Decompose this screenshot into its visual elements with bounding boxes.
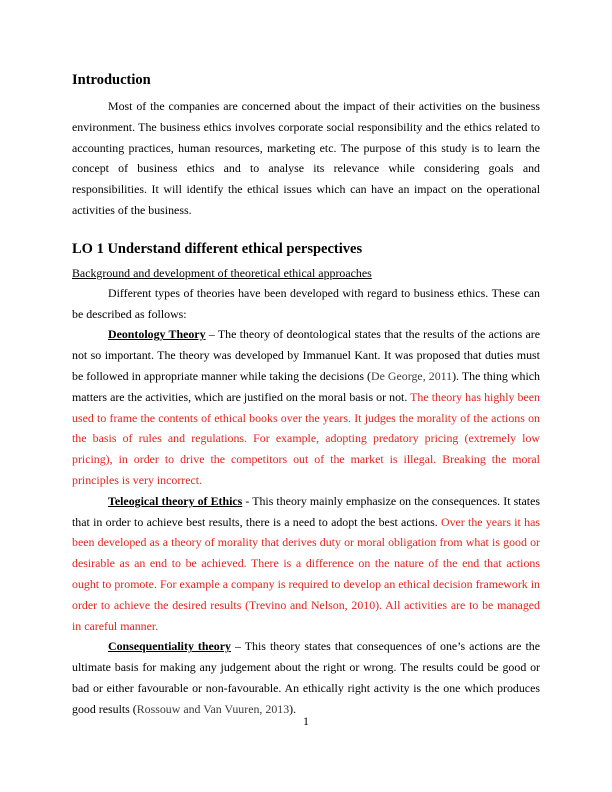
consequentiality-text-2: ). [289, 701, 297, 716]
teleological-highlighted-text: Over the years it has been developed as a theory of morality that derives duty or moral obligation from what is good or desirable as an end to be achieved. There is a difference on the nature of the end that actions ought to promote. For example a company is required to develop an ethical decision framework in order to achieve the desired results (Trevino and Nelson, 2010). All activities are to be managed in careful manner. [72, 514, 540, 633]
intro-paragraph: Most of the companies are concerned about the impact of their activities on the business environment. The business ethics involves corporate social responsibility and the ethics related to accounting practices, human resources, marketing etc. The purpose of this study is to learn the concept of business ethics and to analyse its relevance while considering goals and responsibilities. It will identify the ethical issues which can have an impact on the operational activities of the business. [72, 99, 540, 217]
lo1-subheading: Background and development of theoretical ethical approaches [72, 265, 372, 280]
intro-heading: Introduction [72, 72, 151, 88]
deontology-text-1: – The theory of deontological states that the results of the actions are not so important. The theory was developed by Immanuel Kant. It was proposed that duties must be followed in appropriate manner while taking the decisions ( [72, 327, 541, 383]
consequentiality-text-1: – This theory states that consequences of one’s actions are the ultimate basis for making any judgement about the right or wrong. The results could be good or bad or either favourable or non-favourable. An ethically right activity is the one which produces good results ( [72, 639, 540, 716]
teleological-term: Teleogical theory of Ethics [108, 493, 243, 508]
lo1-heading: LO 1 Understand different ethical perspectives [72, 240, 363, 257]
teleological-paragraph [72, 491, 540, 637]
deontology-citation: De George, 2011 [371, 368, 453, 383]
deontology-paragraph [72, 324, 540, 490]
consequentiality-citation: Rossouw and Van Vuuren, 2013 [136, 701, 290, 716]
consequentiality-paragraph [72, 636, 540, 719]
lo1-lead-paragraph: Different types of theories have been developed with regard to business ethics. These can be described as follows: [72, 285, 540, 321]
teleological-text-1: - This theory mainly emphasize on the consequences. It states that in order to achieve best results, there is a need to adopt the best actions. [72, 493, 540, 529]
deontology-term: Deontology Theory [108, 327, 206, 342]
consequentiality-term: Consequentiality theory [108, 639, 231, 654]
document-page [72, 70, 540, 720]
deontology-highlighted-text: The theory has highly been used to frame the contents of ethical books over the years. It judges the morality of the actions on the basis of rules and regulations. For example, adopting predatory pricing (extremely low pricing), in order to drive the competitors out of the market is illegal. Breaking the moral principles is very incorrect. [72, 389, 540, 487]
page-number: 1 [303, 714, 309, 728]
deontology-text-2: ). The thing which matters are the activities, which are justified on the moral basis or not. [72, 368, 540, 404]
